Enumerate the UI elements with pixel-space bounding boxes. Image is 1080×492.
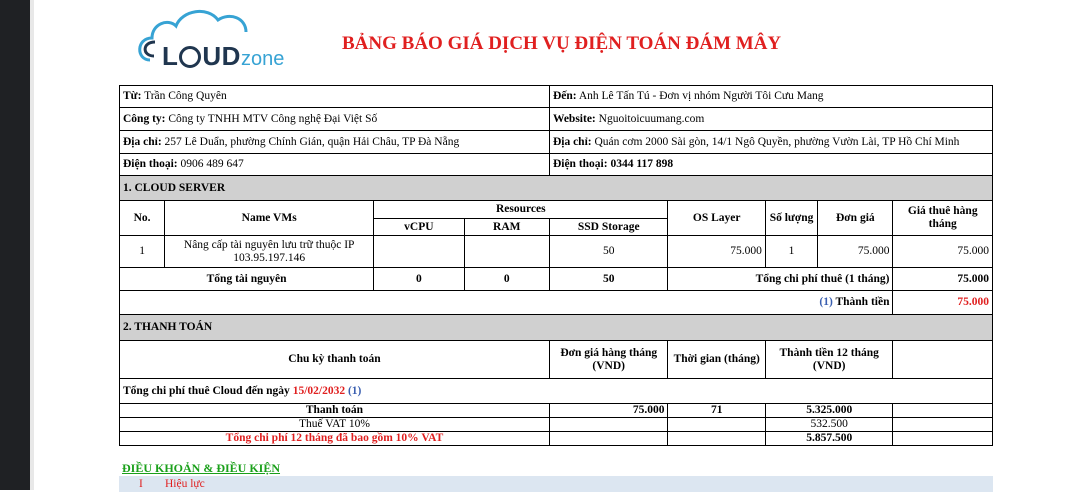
- info-row: [120, 154, 993, 176]
- total-ram: 0: [464, 268, 549, 291]
- subtotal-value: 75.000: [893, 291, 993, 315]
- period-ref: (1): [347, 384, 362, 397]
- vat-row: [120, 418, 993, 432]
- col-no: No.: [120, 201, 165, 236]
- phone-cell: Điện thoại: 0906 489 647: [120, 154, 550, 176]
- row-ram: [464, 236, 549, 268]
- payment-row: [120, 404, 993, 418]
- col-qty: Số lượng: [765, 201, 817, 236]
- col-vcpu: vCPU: [374, 219, 464, 236]
- info-row: [120, 86, 993, 108]
- empty-cell: [668, 432, 765, 446]
- section-header: [120, 315, 993, 341]
- table-row: [120, 236, 993, 268]
- row-qty: 1: [765, 236, 817, 268]
- total-vcpu: 0: [374, 268, 464, 291]
- period-cell: [120, 379, 993, 404]
- empty-cell: [893, 341, 993, 379]
- cloudzone-logo: [138, 4, 308, 72]
- total-resources-label: Tổng tài nguyên: [120, 268, 374, 291]
- total-cost-value: 75.000: [893, 268, 993, 291]
- col-monthly-price: Đơn giá hàng tháng (VND): [549, 341, 668, 379]
- empty-cell: [549, 432, 668, 446]
- col-cycle: Chu kỳ thanh toán: [120, 341, 550, 379]
- col-resources: Resources: [374, 201, 668, 219]
- info-row: [120, 108, 993, 131]
- col-unit-price: Đơn giá: [818, 201, 893, 236]
- col-monthly: Giá thuê hàng tháng: [893, 201, 993, 236]
- subtotal-label-cell: [120, 291, 893, 315]
- col-ssd: SSD Storage: [549, 219, 668, 236]
- website-cell: Website: Nguoitoicuumang.com: [549, 108, 992, 131]
- grand-label: Tổng chi phí 12 tháng đã bao gồm 10% VAT: [120, 432, 550, 446]
- vat-amount: 532.500: [765, 418, 893, 432]
- grand-total-row: [120, 432, 993, 446]
- quote-table: [119, 85, 993, 446]
- logo-letter-l: L: [162, 41, 179, 71]
- subtotal-row: [120, 291, 993, 315]
- info-row: [120, 131, 993, 154]
- logo-zone: zone: [240, 48, 285, 70]
- col-amount-12: Thành tiền 12 tháng (VND): [765, 341, 893, 379]
- empty-cell: [668, 418, 765, 432]
- cloud-server-section-title: 1. CLOUD SERVER: [120, 176, 993, 201]
- row-os: 75.000: [668, 236, 765, 268]
- empty-cell: [893, 404, 993, 418]
- logo-o-ring: [179, 46, 201, 68]
- terms-heading: ĐIỀU KHOẢN & ĐIỀU KIỆN: [122, 461, 281, 475]
- terms-item-number: I: [139, 478, 143, 490]
- row-no: 1: [120, 236, 165, 268]
- row-ssd: 50: [549, 236, 668, 268]
- pay-price: 75.000: [549, 404, 668, 418]
- server-header-row: [120, 201, 993, 219]
- page-edge: [30, 0, 34, 490]
- grand-amount: 5.857.500: [765, 432, 893, 446]
- subtotal-ref: (1): [819, 296, 833, 308]
- subtotal-label: Thành tiền: [835, 296, 890, 308]
- empty-cell: [549, 418, 668, 432]
- period-row: [120, 379, 993, 404]
- period-date: 15/02/2032: [292, 384, 346, 397]
- row-vcpu: [374, 236, 464, 268]
- total-ssd: 50: [549, 268, 668, 291]
- col-duration: Thời gian (tháng): [668, 341, 765, 379]
- row-name: Nâng cấp tài nguyên lưu trữ thuộc IP 103.95.197.146: [165, 236, 374, 268]
- document-title: BẢNG BÁO GIÁ DỊCH VỤ ĐIỆN TOÁN ĐÁM MÂY: [342, 33, 782, 54]
- pay-amount: 5.325.000: [765, 404, 893, 418]
- viewer-sidebar: [0, 0, 30, 490]
- logo-letters-ud: UD: [202, 41, 241, 71]
- vat-label: Thuế VAT 10%: [120, 418, 550, 432]
- row-unit-price: 75.000: [818, 236, 893, 268]
- col-ram: RAM: [464, 219, 549, 236]
- empty-cell: [893, 418, 993, 432]
- totals-row: [120, 268, 993, 291]
- section-header: [120, 176, 993, 201]
- address-cell: Địa chỉ: 257 Lê Duẩn, phường Chính Gián, quận Hải Châu, TP Đà Nẵng: [120, 131, 550, 154]
- period-prefix: Tổng chi phí thuê Cloud đến ngày: [123, 384, 290, 397]
- logo-wordmark: [162, 41, 284, 72]
- to-cell: Đến: Anh Lê Tấn Tú - Đơn vị nhóm Người Tôi Cưu Mang: [549, 86, 992, 108]
- pay-months: 71: [668, 404, 765, 418]
- payment-section-title: 2. THANH TOÁN: [120, 315, 993, 341]
- empty-cell: [893, 432, 993, 446]
- total-cost-label: Tổng chi phí thuê (1 tháng): [668, 268, 893, 291]
- col-name: Name VMs: [165, 201, 374, 236]
- row-monthly: 75.000: [893, 236, 993, 268]
- company-cell: Công ty: Công ty TNHH MTV Công nghệ Đại Việt Số: [120, 108, 550, 131]
- payment-header-row: [120, 341, 993, 379]
- from-cell: Từ: Trần Công Quyên: [120, 86, 550, 108]
- pay-label: Thanh toán: [120, 404, 550, 418]
- phone2-cell: Điện thoại: 0344 117 898: [549, 154, 992, 176]
- col-os: OS Layer: [668, 201, 765, 236]
- terms-item-label: Hiệu lực: [165, 478, 205, 490]
- address2-cell: Địa chỉ: Quán cơm 2000 Sài gòn, 14/1 Ngô Quyền, phường Vườn Lài, TP Hồ Chí Minh: [549, 131, 992, 154]
